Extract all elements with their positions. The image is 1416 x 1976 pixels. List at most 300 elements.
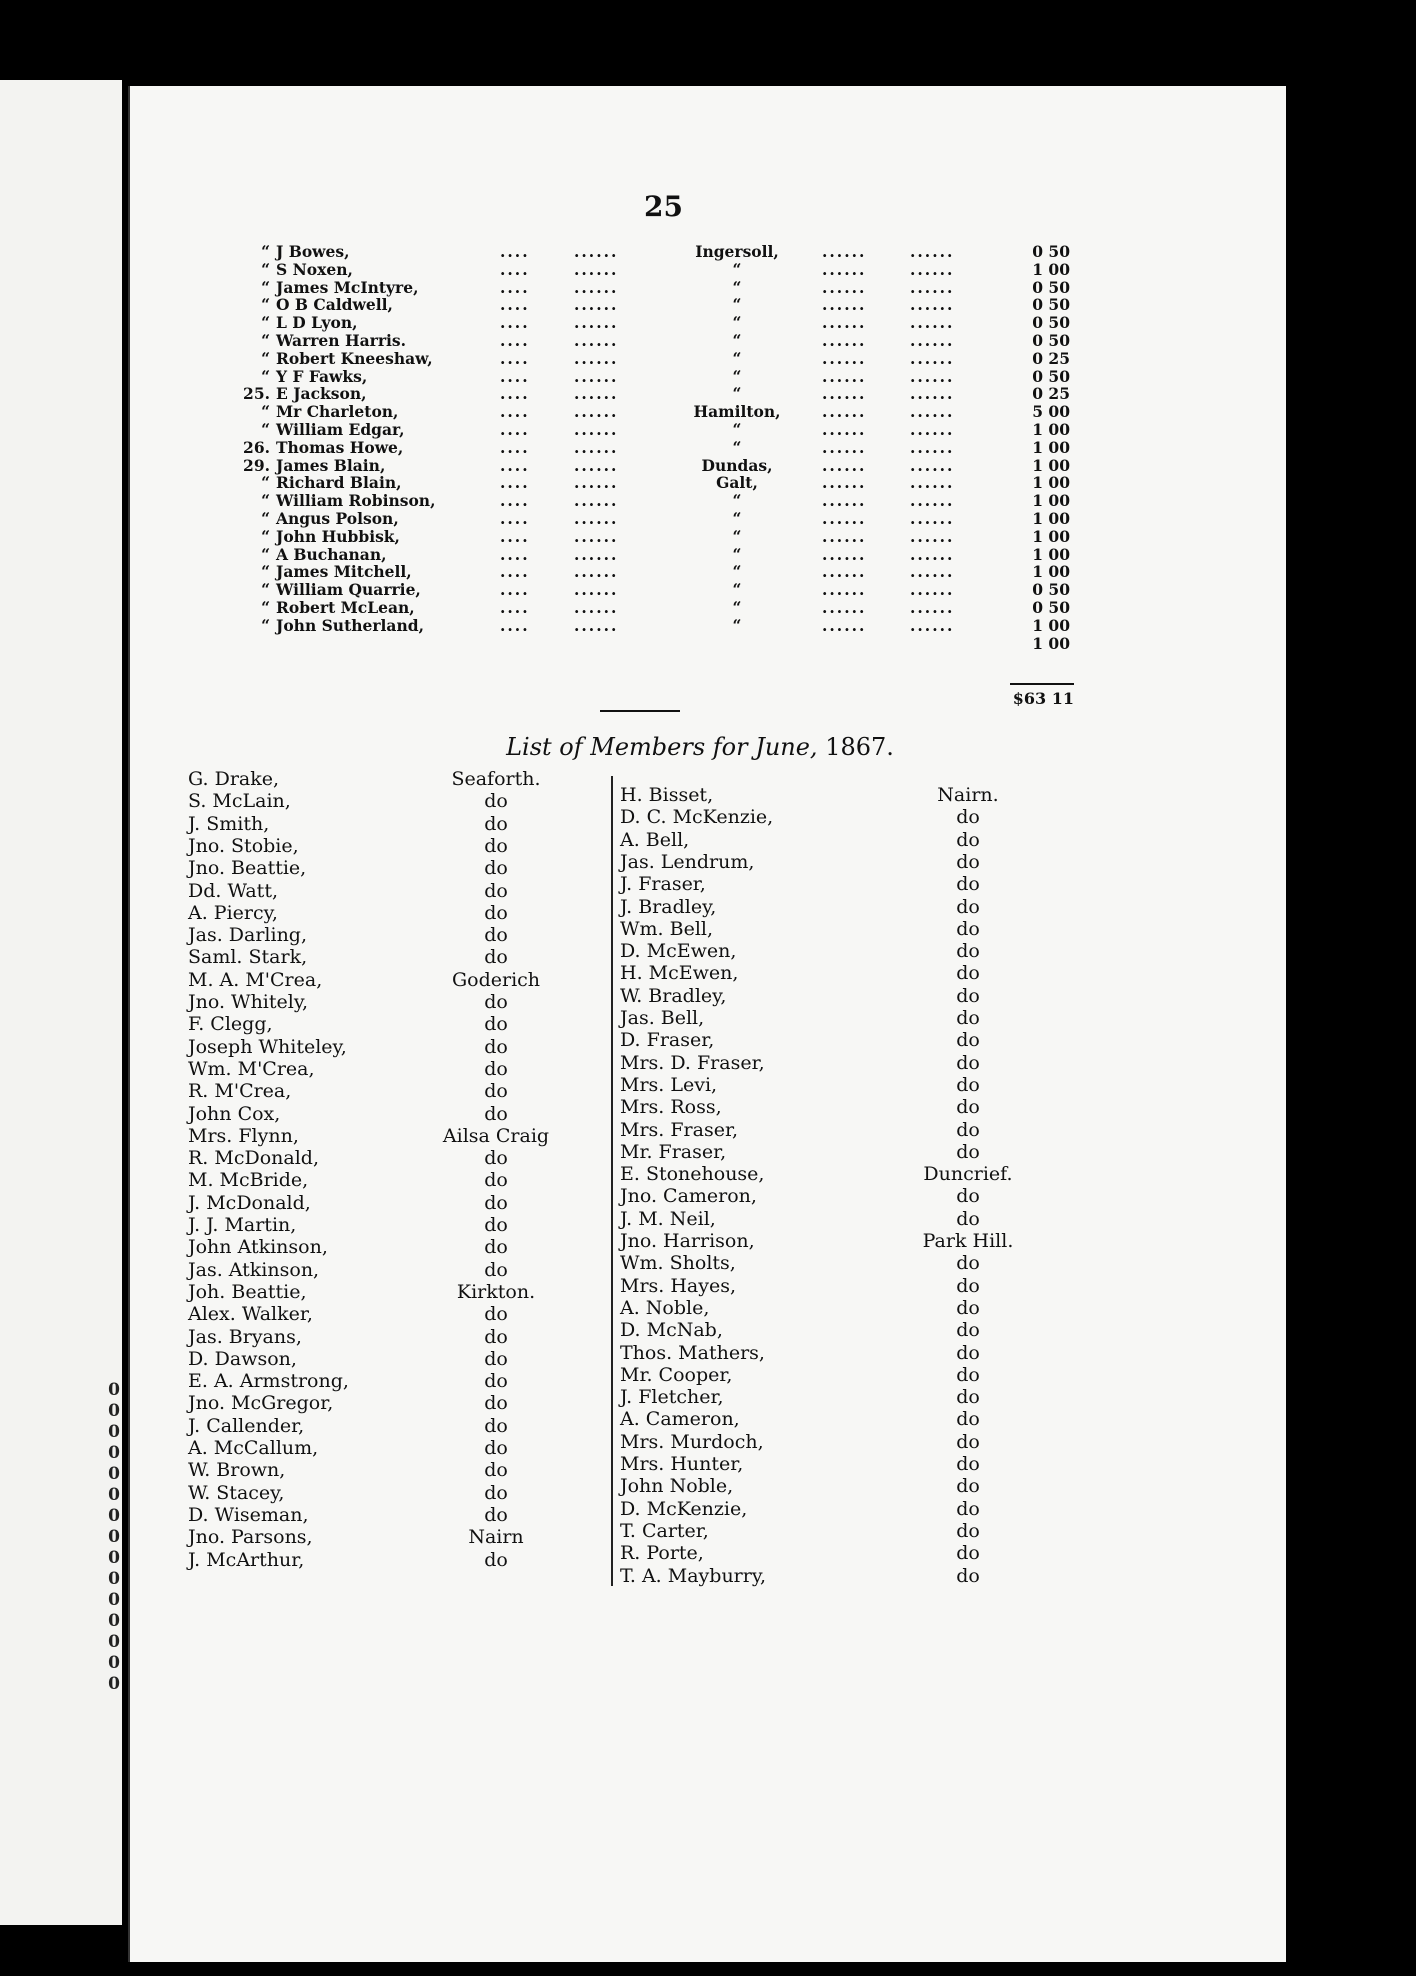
member-name: Mr. Fraser,	[620, 1140, 727, 1163]
member-name: H. McEwen,	[620, 962, 739, 985]
leader-dots: ......	[574, 348, 619, 368]
subscriber-name: Robert McLean,	[276, 598, 415, 617]
member-place: do	[956, 895, 980, 918]
leader-dots: ....	[500, 544, 530, 564]
leader-dots: ....	[500, 473, 530, 493]
leader-dots: ....	[500, 402, 530, 422]
member-place: do	[484, 946, 508, 969]
member-name: R. McDonald,	[188, 1147, 319, 1170]
leader-dots: ......	[910, 562, 955, 582]
leader-dots: ....	[500, 259, 530, 279]
member-name: A. Cameron,	[620, 1408, 740, 1431]
member-name: Jno. Cameron,	[620, 1185, 757, 1208]
member-row	[130, 1052, 1286, 1074]
left-edge-digit: 0	[108, 1506, 120, 1526]
row-date: “	[261, 580, 270, 600]
member-row	[130, 1252, 1286, 1274]
subscriber-place: “	[732, 313, 742, 333]
leader-dots: ......	[822, 544, 867, 564]
subscriber-name: L D Lyon,	[276, 313, 358, 333]
member-name: Jas. Lendrum,	[620, 850, 755, 873]
left-edge-digit: 0	[108, 1569, 120, 1589]
subscription-row	[130, 278, 1286, 296]
leader-dots: ......	[574, 473, 619, 493]
member-row	[130, 940, 1286, 962]
member-name: J. McDonald,	[188, 1191, 311, 1214]
row-date: “	[261, 348, 270, 368]
left-edge-digit: 0	[108, 1422, 120, 1442]
list-title-year: 1867.	[817, 733, 894, 761]
leader-dots: ......	[574, 259, 619, 279]
leader-dots: ......	[574, 562, 619, 582]
leader-dots: ......	[910, 259, 955, 279]
leader-dots: ......	[822, 384, 867, 404]
member-place: do	[956, 828, 980, 851]
subscription-row	[130, 260, 1286, 278]
amount: 1 00	[1032, 473, 1070, 493]
leader-dots: ......	[574, 580, 619, 600]
member-place: do	[484, 1035, 508, 1058]
member-place: do	[956, 873, 980, 896]
member-name: D. McEwen,	[620, 940, 737, 963]
leader-dots: ......	[574, 455, 619, 475]
row-date: “	[261, 509, 270, 528]
member-name: G. Drake,	[188, 768, 280, 790]
member-place: do	[484, 1080, 508, 1103]
member-name: D. C. McKenzie,	[620, 806, 774, 829]
member-name: Jno. Stobie,	[188, 834, 299, 857]
member-row	[130, 1208, 1286, 1230]
subscriber-name: William Robinson,	[276, 491, 436, 511]
row-date: “	[261, 277, 270, 297]
amount: 1 00	[1032, 437, 1070, 457]
member-place: do	[484, 812, 508, 835]
subscriber-name: William Quarrie,	[276, 580, 421, 600]
left-edge-digit: 0	[108, 1611, 120, 1631]
member-place: do	[956, 1252, 980, 1275]
member-place: do	[956, 1386, 980, 1409]
amount: 1 00	[1032, 509, 1070, 528]
member-place: do	[484, 1191, 508, 1214]
subscription-row	[130, 545, 1286, 563]
leader-dots: ....	[500, 598, 530, 617]
member-name: D. McNab,	[620, 1319, 723, 1342]
member-place: do	[956, 1185, 980, 1208]
member-row	[130, 1520, 1286, 1542]
member-place: do	[956, 1096, 980, 1119]
member-name: W. Brown,	[188, 1459, 286, 1482]
member-name: Jno. Parsons,	[188, 1526, 313, 1549]
leader-dots: ......	[910, 491, 955, 511]
leader-dots: ......	[574, 295, 619, 315]
leader-dots: ......	[822, 598, 867, 617]
member-row	[130, 1096, 1286, 1118]
member-place: do	[484, 1147, 508, 1170]
member-place: do	[484, 1503, 508, 1526]
subscriber-name: O B Caldwell,	[276, 295, 393, 315]
subscriber-place: “	[732, 562, 742, 582]
row-date: “	[261, 259, 270, 279]
leader-dots: ......	[910, 348, 955, 368]
leader-dots: ......	[574, 313, 619, 333]
member-place: do	[956, 1542, 980, 1565]
leader-dots: ......	[574, 526, 619, 546]
member-name: John Noble,	[620, 1475, 734, 1498]
member-place: do	[956, 1497, 980, 1520]
member-row	[130, 1431, 1286, 1453]
member-place: do	[956, 1140, 980, 1163]
subscriber-name: James Blain,	[276, 455, 386, 475]
subscriber-name: John Sutherland,	[276, 615, 424, 635]
subscriber-name: Robert Kneeshaw,	[276, 348, 433, 368]
member-place: do	[956, 1118, 980, 1141]
leader-dots: ....	[500, 455, 530, 475]
leader-dots: ......	[574, 331, 619, 350]
document-page	[128, 86, 1286, 1962]
member-name: Mrs. Ross,	[620, 1096, 722, 1119]
member-name: Mrs. Fraser,	[620, 1118, 738, 1141]
subscription-row	[130, 367, 1286, 385]
subscription-row	[130, 242, 1286, 260]
member-name: Wm. M'Crea,	[188, 1057, 315, 1080]
member-row	[130, 1453, 1286, 1475]
amount: 0 50	[1032, 295, 1070, 315]
left-edge-digit: 0	[108, 1380, 120, 1400]
member-name: Dd. Watt,	[188, 879, 278, 902]
row-date: 26.	[243, 437, 270, 457]
member-row	[130, 985, 1286, 1007]
leader-dots: ......	[910, 313, 955, 333]
member-name: Jas. Atkinson,	[188, 1258, 320, 1281]
left-edge-digit: 0	[108, 1548, 120, 1568]
leader-dots: ......	[574, 544, 619, 564]
subscriber-place: “	[732, 491, 742, 511]
leader-dots: ....	[500, 420, 530, 439]
leader-dots: ......	[822, 615, 867, 635]
member-name: Mrs. D. Fraser,	[620, 1051, 765, 1074]
member-place: do	[484, 857, 508, 880]
member-place: Seaforth.	[451, 768, 541, 790]
member-place: Goderich	[451, 968, 541, 991]
member-name: Mrs. Hayes,	[620, 1274, 737, 1297]
member-place: do	[956, 1475, 980, 1498]
subscriber-name: John Hubbisk,	[276, 526, 400, 546]
leader-dots: ....	[500, 277, 530, 297]
leader-dots: ......	[822, 420, 867, 439]
member-place: do	[956, 1519, 980, 1542]
member-row	[130, 1364, 1286, 1386]
subscription-row	[130, 331, 1286, 349]
member-place: do	[956, 1408, 980, 1431]
member-name: J. McArthur,	[188, 1548, 305, 1571]
subscription-row	[130, 438, 1286, 456]
member-place: Duncrief.	[923, 1163, 1013, 1186]
member-name: Alex. Walker,	[188, 1303, 313, 1326]
amount: 0 50	[1032, 598, 1070, 617]
amount: 1 00	[1032, 544, 1070, 564]
member-row	[130, 1119, 1286, 1141]
member-name: Joseph Whiteley,	[188, 1035, 347, 1058]
row-date: “	[261, 331, 270, 350]
member-name: W. Bradley,	[620, 984, 727, 1007]
member-row	[130, 806, 1286, 828]
leader-dots: ......	[822, 437, 867, 457]
leader-dots: ....	[500, 331, 530, 350]
leader-dots: ......	[822, 526, 867, 546]
member-name: M. A. M'Crea,	[188, 968, 323, 991]
amount: 0 50	[1032, 277, 1070, 297]
member-place: do	[956, 1207, 980, 1230]
subscriber-name: Thomas Howe,	[276, 437, 404, 457]
leader-dots: ......	[822, 313, 867, 333]
leader-dots: ......	[910, 544, 955, 564]
member-place: do	[484, 1347, 508, 1370]
row-date: “	[261, 402, 270, 422]
leader-dots: ......	[822, 295, 867, 315]
member-name: M. McBride,	[188, 1169, 309, 1192]
leader-dots: ......	[910, 384, 955, 404]
member-place: Nairn.	[937, 784, 999, 806]
left-edge-digit: 0	[108, 1485, 120, 1505]
member-name: J. Fraser,	[620, 873, 706, 896]
total-rule	[1010, 683, 1074, 685]
leader-dots: ......	[910, 509, 955, 528]
subscriber-name: Warren Harris.	[276, 331, 406, 350]
member-place: do	[484, 1481, 508, 1504]
member-name: Saml. Stark,	[188, 946, 308, 969]
member-row	[130, 1297, 1286, 1319]
member-place: do	[484, 1437, 508, 1459]
member-place: do	[484, 991, 508, 1013]
member-row	[130, 962, 1286, 984]
leader-dots: ......	[574, 366, 619, 386]
member-name: Mr. Cooper,	[620, 1363, 733, 1386]
subscriber-place: Galt,	[716, 473, 758, 493]
left-edge-digit: 0	[108, 1443, 120, 1463]
subscriber-place: “	[732, 366, 742, 386]
subscriber-place: “	[732, 277, 742, 297]
member-name: Mrs. Hunter,	[620, 1453, 744, 1475]
amount: 5 00	[1032, 402, 1070, 422]
amount: 1 00	[1032, 562, 1070, 582]
row-date: 29.	[243, 455, 270, 475]
member-place: do	[484, 1102, 508, 1125]
leader-dots: ......	[910, 242, 955, 261]
member-place: do	[484, 1169, 508, 1192]
member-place: do	[956, 940, 980, 963]
leader-dots: ....	[500, 366, 530, 386]
member-name: A. McCallum,	[188, 1437, 319, 1459]
member-name: T. Carter,	[620, 1519, 709, 1542]
amount: 0 50	[1032, 366, 1070, 386]
amount: 0 25	[1032, 384, 1070, 404]
member-row	[130, 1319, 1286, 1341]
member-place: do	[956, 1341, 980, 1364]
subscriber-place: “	[732, 384, 742, 404]
leader-dots: ......	[822, 562, 867, 582]
member-row	[130, 1542, 1286, 1564]
member-name: D. Wiseman,	[188, 1503, 309, 1526]
left-edge-digit: 0	[108, 1653, 120, 1673]
left-edge-digit: 0	[108, 1590, 120, 1610]
subscriber-name: James Mitchell,	[276, 562, 412, 582]
member-row	[130, 1029, 1286, 1051]
leader-dots: ......	[822, 366, 867, 386]
member-name: J. J. Martin,	[188, 1214, 297, 1236]
member-place: do	[484, 1392, 508, 1415]
member-place: do	[956, 1453, 980, 1475]
amount: 0 50	[1032, 331, 1070, 350]
leader-dots: ......	[574, 420, 619, 439]
member-name: John Cox,	[188, 1102, 281, 1125]
row-date: “	[261, 615, 270, 635]
leader-dots: ......	[822, 473, 867, 493]
leader-dots: ......	[574, 491, 619, 511]
subscriber-name: A Buchanan,	[276, 544, 387, 564]
leader-dots: ....	[500, 313, 530, 333]
subscriber-place: “	[732, 509, 742, 528]
member-name: J. Bradley,	[620, 895, 717, 918]
member-name: Wm. Bell,	[620, 917, 714, 940]
member-name: F. Clegg,	[188, 1013, 273, 1036]
left-page-edge-digits	[108, 1380, 120, 1695]
amount: 0 25	[1032, 348, 1070, 368]
member-place: do	[956, 1296, 980, 1319]
row-date: “	[261, 242, 270, 261]
amount: 1 00	[1032, 615, 1070, 635]
member-place: do	[956, 1319, 980, 1342]
amount: 1 00	[1032, 491, 1070, 511]
row-date: “	[261, 544, 270, 564]
member-name: Jno. Harrison,	[620, 1230, 755, 1252]
member-row	[130, 1408, 1286, 1430]
subscription-row	[130, 384, 1286, 402]
member-name: Mrs. Levi,	[620, 1073, 718, 1096]
member-place: do	[956, 917, 980, 940]
member-name: Jno. Whitely,	[188, 991, 309, 1013]
member-row	[130, 1230, 1286, 1252]
member-place: do	[956, 806, 980, 829]
member-name: J. Smith,	[188, 812, 270, 835]
subscription-row	[130, 313, 1286, 331]
member-place: do	[484, 1548, 508, 1571]
leader-dots: ......	[822, 455, 867, 475]
member-place: do	[484, 879, 508, 902]
member-name: A. Noble,	[620, 1296, 710, 1319]
member-name: J. Fletcher,	[620, 1386, 724, 1409]
member-place: do	[956, 1363, 980, 1386]
subscription-row	[130, 598, 1286, 616]
member-name: E. A. Armstrong,	[188, 1370, 349, 1393]
leader-dots: ......	[910, 366, 955, 386]
member-name: Thos. Mathers,	[620, 1341, 765, 1364]
list-title-text: List of Members for June,	[506, 733, 818, 761]
leader-dots: ......	[910, 295, 955, 315]
member-name: Jno. Beattie,	[188, 857, 307, 880]
member-place: do	[484, 901, 508, 924]
member-place: do	[956, 1430, 980, 1453]
member-place: do	[484, 924, 508, 947]
row-date: “	[261, 473, 270, 493]
member-name: Jas. Darling,	[188, 924, 308, 947]
amount: 0 50	[1032, 580, 1070, 600]
member-name: R. Porte,	[620, 1542, 704, 1565]
member-row	[130, 1185, 1286, 1207]
member-row	[130, 1565, 1286, 1587]
leader-dots: ....	[500, 295, 530, 315]
member-row	[130, 1007, 1286, 1029]
member-place: do	[484, 1370, 508, 1393]
leader-dots: ......	[910, 598, 955, 617]
member-place: do	[484, 1414, 508, 1437]
subscriber-name: William Edgar,	[276, 420, 405, 439]
subscription-row	[130, 527, 1286, 545]
leader-dots: ......	[822, 580, 867, 600]
subscriber-place: “	[732, 598, 742, 617]
amount: 1 00	[1032, 526, 1070, 546]
member-name: D. McKenzie,	[620, 1497, 748, 1520]
subscriber-place: Dundas,	[701, 455, 773, 475]
member-row	[130, 1498, 1286, 1520]
member-name: D. Fraser,	[620, 1029, 715, 1052]
member-row	[130, 873, 1286, 895]
member-place: do	[956, 1007, 980, 1029]
member-row	[130, 1275, 1286, 1297]
subscription-row	[130, 491, 1286, 509]
leader-dots: ......	[910, 615, 955, 635]
leader-dots: ......	[910, 402, 955, 422]
member-place: do	[484, 834, 508, 857]
row-date: “	[261, 526, 270, 546]
leader-dots: ......	[574, 437, 619, 457]
leader-dots: ......	[574, 277, 619, 297]
member-name: H. Bisset,	[620, 784, 714, 806]
left-edge-digit: 0	[108, 1674, 120, 1694]
subscriber-name: J Bowes,	[276, 242, 350, 261]
leader-dots: ....	[500, 509, 530, 528]
list-title	[450, 733, 950, 761]
leader-dots: ....	[500, 580, 530, 600]
member-name: R. M'Crea,	[188, 1080, 292, 1103]
leader-dots: ......	[910, 331, 955, 350]
leader-dots: ....	[500, 615, 530, 635]
subscriber-place: Hamilton,	[693, 402, 781, 422]
member-name: W. Stacey,	[188, 1481, 285, 1504]
subscriber-place: “	[732, 259, 742, 279]
member-place: do	[956, 1029, 980, 1052]
row-date: “	[261, 366, 270, 386]
member-place: do	[484, 1303, 508, 1326]
leader-dots: ......	[910, 473, 955, 493]
leader-dots: ......	[822, 277, 867, 297]
subscription-row	[130, 509, 1286, 527]
member-name: D. Dawson,	[188, 1347, 297, 1370]
subscriber-place: “	[732, 295, 742, 315]
member-row	[130, 896, 1286, 918]
subscription-row	[130, 349, 1286, 367]
leader-dots: ......	[910, 437, 955, 457]
leader-dots: ....	[500, 526, 530, 546]
leader-dots: ......	[910, 277, 955, 297]
member-place: Nairn	[468, 1526, 524, 1549]
leader-dots: ....	[500, 437, 530, 457]
member-name: Joh. Beattie,	[188, 1280, 307, 1303]
leader-dots: ......	[574, 384, 619, 404]
row-date: 25.	[243, 384, 270, 404]
member-place: do	[956, 850, 980, 873]
subscriber-place: Ingersoll,	[695, 242, 779, 261]
member-place: Park Hill.	[922, 1230, 1014, 1252]
